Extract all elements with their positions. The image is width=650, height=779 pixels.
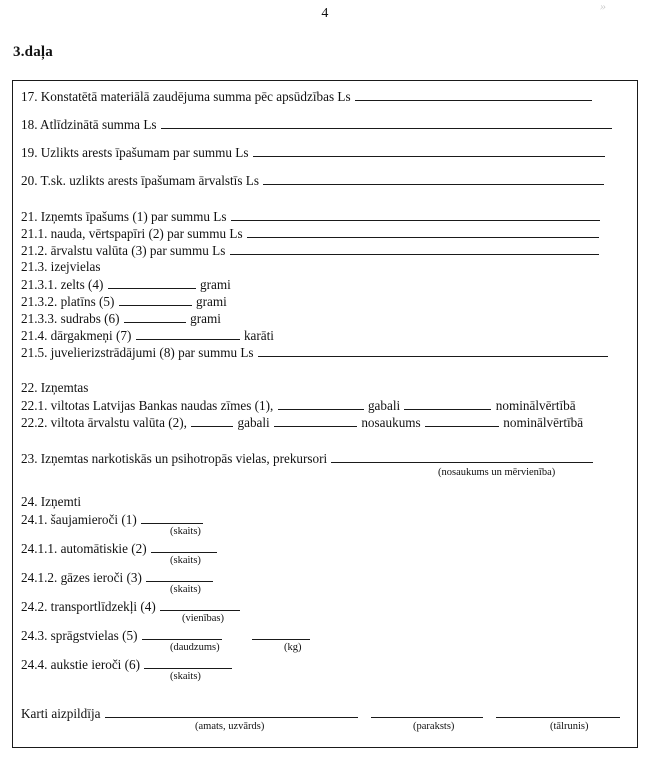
form-input-21-3-2[interactable] <box>119 294 192 306</box>
form-label-footer: Karti aizpildīja <box>21 706 101 721</box>
form-row-22-1 <box>21 398 576 414</box>
form-caption-23: (nosaukums un mērvienība) <box>438 467 556 478</box>
form-label-17: 17. Konstatētā materiālā zaudējuma summa pēc apsūdzības Ls <box>21 89 351 104</box>
form-label-21-3-1: 21.3.1. zelts (4) <box>21 277 104 292</box>
form-input-footer-name[interactable] <box>105 706 358 718</box>
form-label-23: 23. Izņemtas narkotiskās un psihotropās vielas, prekursori <box>21 451 328 466</box>
form-label-21-3-2: 21.3.2. platīns (5) <box>21 294 115 309</box>
form-input-21-3-1[interactable] <box>108 277 196 289</box>
form-row-24-4 <box>21 657 233 673</box>
form-row-24-3 <box>21 628 311 644</box>
form-label-24-3: 24.3. sprāgstvielas (5) <box>21 628 138 643</box>
form-label-21: 21. Izņemts īpašums (1) par summu Ls <box>21 209 227 224</box>
form-label-22-1: 22.1. viltotas Latvijas Bankas naudas zīmes (1), <box>21 398 274 413</box>
form-row-21-3-2 <box>21 294 227 310</box>
form-row-footer <box>21 706 621 722</box>
page-number: 4 <box>321 6 329 21</box>
form-label-18: 18. Atlīdzinātā summa Ls <box>21 117 157 132</box>
form-label-21-5: 21.5. juvelierizstrādājumi (8) par summu Ls <box>21 345 254 360</box>
scan-artifact: » <box>600 0 607 12</box>
form-caption-24-2: (vienības) <box>182 613 224 624</box>
form-input-21-4[interactable] <box>136 328 240 340</box>
form-caption-footer-name: (amats, uzvārds) <box>195 721 265 732</box>
form-unit-22-1-gabali: gabali <box>367 398 401 413</box>
form-caption-24-3-kg: (kg) <box>284 642 302 653</box>
form-label-24-1-1: 24.1.1. automātiskie (2) <box>21 541 147 556</box>
form-row-17 <box>21 89 593 105</box>
form-unit-21-3-1: grami <box>200 277 231 292</box>
form-input-24-3-kg[interactable] <box>252 628 310 640</box>
form-row-19 <box>21 145 606 161</box>
form-row-21-3-1 <box>21 277 231 293</box>
form-caption-24-1-1: (skaits) <box>170 555 201 566</box>
form-input-footer-phone[interactable] <box>496 706 620 718</box>
form-label-24-1: 24.1. šaujamieroči (1) <box>21 512 137 527</box>
form-input-24-4[interactable] <box>144 657 232 669</box>
form-label-19: 19. Uzlikts arests īpašumam par summu Ls <box>21 145 249 160</box>
form-input-22-1-count[interactable] <box>278 398 364 410</box>
form-unit-22-2-nominal: nominālvērtībā <box>503 415 584 430</box>
form-row-21-1 <box>21 226 600 242</box>
form-label-24-2: 24.2. transportlīdzekļi (4) <box>21 599 156 614</box>
form-label-20: 20. T.sk. uzlikts arests īpašumam ārvalstīs Ls <box>21 173 259 188</box>
form-input-21-1[interactable] <box>247 226 599 238</box>
form-caption-24-1-2: (skaits) <box>170 584 201 595</box>
form-box <box>12 80 638 748</box>
form-row-21 <box>21 209 601 225</box>
form-input-24-3-amount[interactable] <box>142 628 222 640</box>
form-input-21[interactable] <box>231 209 600 221</box>
form-row-20 <box>21 173 605 189</box>
form-caption-24-3: (daudzums) <box>170 642 220 653</box>
form-label-21-2: 21.2. ārvalstu valūta (3) par summu Ls <box>21 243 226 258</box>
form-label-21-3-3: 21.3.3. sudrabs (6) <box>21 311 120 326</box>
form-input-footer-signature[interactable] <box>371 706 483 718</box>
form-input-22-2-value[interactable] <box>425 415 499 427</box>
form-input-18[interactable] <box>161 117 612 129</box>
form-input-19[interactable] <box>253 145 605 157</box>
form-input-23[interactable] <box>331 451 593 463</box>
form-row-22 <box>21 381 88 397</box>
section-heading: 3.daļa <box>13 44 53 60</box>
form-input-22-1-value[interactable] <box>404 398 491 410</box>
form-input-21-5[interactable] <box>258 345 608 357</box>
form-row-21-4 <box>21 328 274 344</box>
form-unit-21-3-3: grami <box>190 311 221 326</box>
form-unit-22-2-gabali: gabali <box>237 415 270 430</box>
form-label-22-2: 22.2. viltota ārvalstu valūta (2), <box>21 415 187 430</box>
form-label-24-1-2: 24.1.2. gāzes ieroči (3) <box>21 570 142 585</box>
form-caption-footer-signature: (paraksts) <box>413 721 455 732</box>
form-caption-24-4: (skaits) <box>170 671 201 682</box>
form-row-21-3 <box>21 260 100 276</box>
form-unit-21-3-2: grami <box>196 294 227 309</box>
form-row-21-5 <box>21 345 609 361</box>
form-label-22: 22. Izņemtas <box>21 380 89 395</box>
form-caption-24-1: (skaits) <box>170 526 201 537</box>
form-row-23 <box>21 451 594 467</box>
form-unit-21-4: karāti <box>243 328 274 343</box>
form-input-24-1-1[interactable] <box>151 541 217 553</box>
form-input-21-2[interactable] <box>230 243 599 255</box>
form-input-24-2[interactable] <box>160 599 240 611</box>
form-unit-22-2-nosaukums: nosaukums <box>361 415 421 430</box>
form-label-24-4: 24.4. aukstie ieroči (6) <box>21 657 141 672</box>
form-input-22-2-count[interactable] <box>191 415 233 427</box>
form-input-21-3-3[interactable] <box>124 311 186 323</box>
form-caption-footer-phone: (tālrunis) <box>550 721 589 732</box>
form-label-21-4: 21.4. dārgakmeņi (7) <box>21 328 132 343</box>
form-input-24-1[interactable] <box>141 512 203 524</box>
form-row-21-2 <box>21 243 600 259</box>
form-input-17[interactable] <box>355 89 592 101</box>
form-row-24 <box>21 495 81 511</box>
form-input-22-2-name[interactable] <box>274 415 357 427</box>
form-row-22-2 <box>21 415 583 431</box>
form-label-21-3: 21.3. izejvielas <box>21 259 101 274</box>
form-input-20[interactable] <box>263 173 604 185</box>
form-label-24: 24. Izņemti <box>21 494 82 509</box>
form-row-18 <box>21 117 613 133</box>
form-label-21-1: 21.1. nauda, vērtspapīri (2) par summu Ls <box>21 226 243 241</box>
form-unit-22-1-nominal: nominālvērtībā <box>495 398 576 413</box>
form-input-24-1-2[interactable] <box>146 570 213 582</box>
form-row-21-3-3 <box>21 311 221 327</box>
